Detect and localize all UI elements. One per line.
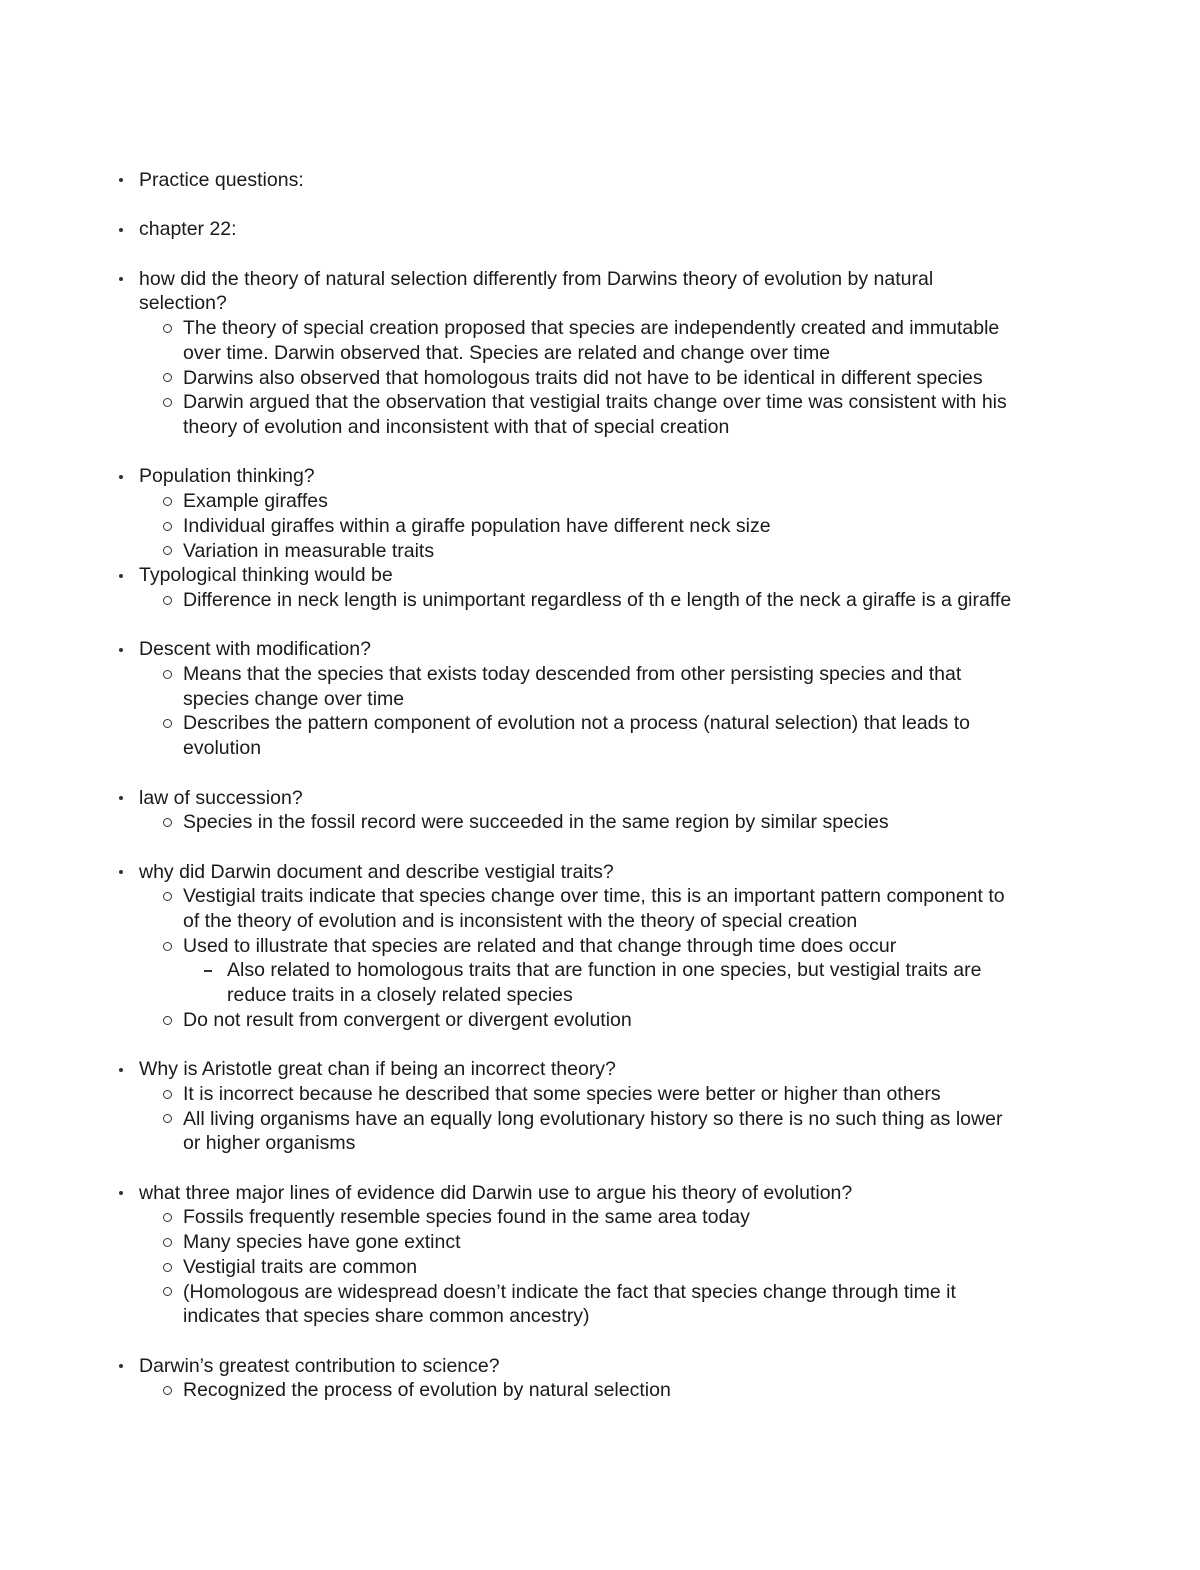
list-item-text: Difference in neck length is unimportant regardless of th e length of the neck a giraffe is a giraffe [183, 588, 1012, 611]
list-item-line [0, 1280, 1200, 1305]
bullet-dash-icon [200, 958, 216, 983]
list-item-text: selection? [139, 292, 227, 315]
list-item-line [0, 1082, 1200, 1107]
bullet-ring-icon [159, 514, 175, 539]
bullet-ring-icon [159, 539, 175, 564]
list-item-line [0, 415, 1200, 440]
list-item-line [0, 934, 1200, 959]
list-item-line [0, 316, 1200, 341]
list-item-line [0, 217, 1200, 242]
list-item-line [0, 736, 1200, 761]
list-item-line [0, 1205, 1200, 1230]
list-item-line [0, 1304, 1200, 1329]
list-item-line [0, 366, 1200, 391]
bullet-ring-icon [159, 662, 175, 687]
bullet-dot-icon [114, 860, 128, 885]
bullet-ring-icon [159, 1082, 175, 1107]
bullet-ring-icon [159, 1280, 175, 1305]
bullet-dot-icon [114, 217, 128, 242]
list-item-line [0, 291, 1200, 316]
list-item-text: law of succession? [139, 786, 303, 809]
list-item-text: what three major lines of evidence did Darwin use to argue his theory of evolution? [139, 1181, 853, 1204]
list-item-line [0, 588, 1200, 613]
list-item-text: (Homologous are widespread doesn’t indicate the fact that species change through time it [183, 1280, 956, 1303]
list-item-text: Example giraffes [183, 490, 328, 513]
list-item-text: Variation in measurable traits [183, 539, 435, 562]
list-item-line [0, 909, 1200, 934]
bullet-ring-icon [159, 934, 175, 959]
list-item-line [0, 1131, 1200, 1156]
list-item-line [0, 539, 1200, 564]
list-item-line [0, 958, 1200, 983]
list-item-text: Why is Aristotle great chan if being an incorrect theory? [139, 1058, 616, 1081]
list-item-text: The theory of special creation proposed that species are independently created and immutable [183, 317, 1000, 340]
list-item-text: Vestigial traits are common [183, 1255, 418, 1278]
bullet-dot-icon [114, 168, 128, 193]
list-item-text: Fossils frequently resemble species found in the same area today [183, 1206, 750, 1229]
list-item-text: Vestigial traits indicate that species change over time, this is an important pattern component to [183, 885, 1005, 908]
bullet-dot-icon [114, 786, 128, 811]
list-item-text: Darwin’s greatest contribution to science? [139, 1354, 500, 1377]
list-item-line [0, 464, 1200, 489]
list-item-line [0, 1057, 1200, 1082]
document-body [0, 168, 1200, 1403]
list-item-text: All living organisms have an equally long evolutionary history so there is no such thing as lower [183, 1107, 1003, 1130]
bullet-ring-icon [159, 884, 175, 909]
list-item-text: Describes the pattern component of evolution not a process (natural selection) that leads to [183, 712, 970, 735]
bullet-ring-icon [159, 1230, 175, 1255]
list-item-text: Also related to homologous traits that are function in one species, but vestigial traits are [227, 959, 982, 982]
list-item-line [0, 514, 1200, 539]
list-item-text: Darwins also observed that homologous traits did not have to be identical in different species [183, 366, 983, 389]
list-item-line [0, 860, 1200, 885]
bullet-ring-icon [159, 390, 175, 415]
list-item-line [0, 168, 1200, 193]
list-item-text: Do not result from convergent or divergent evolution [183, 1008, 632, 1031]
list-item-text: Darwin argued that the observation that vestigial traits change over time was consistent with his [183, 391, 1007, 414]
bullet-ring-icon [159, 810, 175, 835]
list-item-line [0, 786, 1200, 811]
list-item-line [0, 1008, 1200, 1033]
list-item-line [0, 1354, 1200, 1379]
list-item-line [0, 563, 1200, 588]
list-item-line [0, 711, 1200, 736]
bullet-ring-icon [159, 711, 175, 736]
list-item-line [0, 390, 1200, 415]
list-item-text: indicates that species share common ancestry) [183, 1305, 590, 1328]
list-item-line [0, 341, 1200, 366]
list-item-line [0, 884, 1200, 909]
bullet-ring-icon [159, 1255, 175, 1280]
list-item-text: Population thinking? [139, 465, 315, 488]
list-item-line [0, 1255, 1200, 1280]
list-item-text: how did the theory of natural selection differently from Darwins theory of evolution by natural [139, 267, 934, 290]
bullet-ring-icon [159, 1107, 175, 1132]
list-item-line [0, 983, 1200, 1008]
list-item-text: evolution [183, 737, 262, 760]
list-item-line [0, 1181, 1200, 1206]
list-item-line [0, 1378, 1200, 1403]
list-item-line [0, 1107, 1200, 1132]
list-item-text: or higher organisms [183, 1132, 356, 1155]
bullet-ring-icon [159, 1378, 175, 1403]
list-item-text: over time. Darwin observed that. Species are related and change over time [183, 341, 831, 364]
list-item-line [0, 489, 1200, 514]
list-item-text: chapter 22: [139, 218, 237, 241]
list-item-text: Used to illustrate that species are related and that change through time does occur [183, 934, 897, 957]
bullet-dot-icon [114, 563, 128, 588]
list-item-text: of the theory of evolution and is inconsistent with the theory of special creation [183, 910, 858, 932]
list-item-text: Species in the fossil record were succeeded in the same region by similar species [183, 811, 889, 834]
list-item-text: Individual giraffes within a giraffe population have different neck size [183, 514, 771, 537]
bullet-ring-icon [159, 366, 175, 391]
list-item-text: reduce traits in a closely related species [227, 984, 573, 1007]
bullet-dot-icon [114, 637, 128, 662]
bullet-ring-icon [159, 316, 175, 341]
list-item-text: theory of evolution and inconsistent with that of special creation [183, 416, 730, 438]
bullet-dot-icon [114, 464, 128, 489]
bullet-ring-icon [159, 489, 175, 514]
list-item-text: It is incorrect because he described that some species were better or higher than others [183, 1082, 941, 1105]
list-item-text: Practice questions: [139, 169, 304, 191]
list-item-text: Means that the species that exists today descended from other persisting species and that [183, 663, 962, 685]
bullet-dot-icon [114, 1057, 128, 1082]
list-item-line [0, 662, 1200, 687]
list-item-line [0, 687, 1200, 712]
list-item-line [0, 637, 1200, 662]
list-item-text: Typological thinking would be [139, 564, 393, 587]
list-item-text: species change over time [183, 687, 405, 710]
list-item-text: Many species have gone extinct [183, 1231, 461, 1254]
list-item-text: Descent with modification? [139, 638, 371, 661]
bullet-dot-icon [114, 267, 128, 292]
bullet-ring-icon [159, 588, 175, 613]
list-item-line [0, 1230, 1200, 1255]
list-item-line [0, 267, 1200, 292]
bullet-ring-icon [159, 1008, 175, 1033]
bullet-dot-icon [114, 1181, 128, 1206]
bullet-dot-icon [114, 1354, 128, 1379]
bullet-ring-icon [159, 1205, 175, 1230]
list-item-text: why did Darwin document and describe vestigial traits? [139, 860, 614, 883]
list-item-line [0, 810, 1200, 835]
list-item-text: Recognized the process of evolution by natural selection [183, 1379, 671, 1402]
